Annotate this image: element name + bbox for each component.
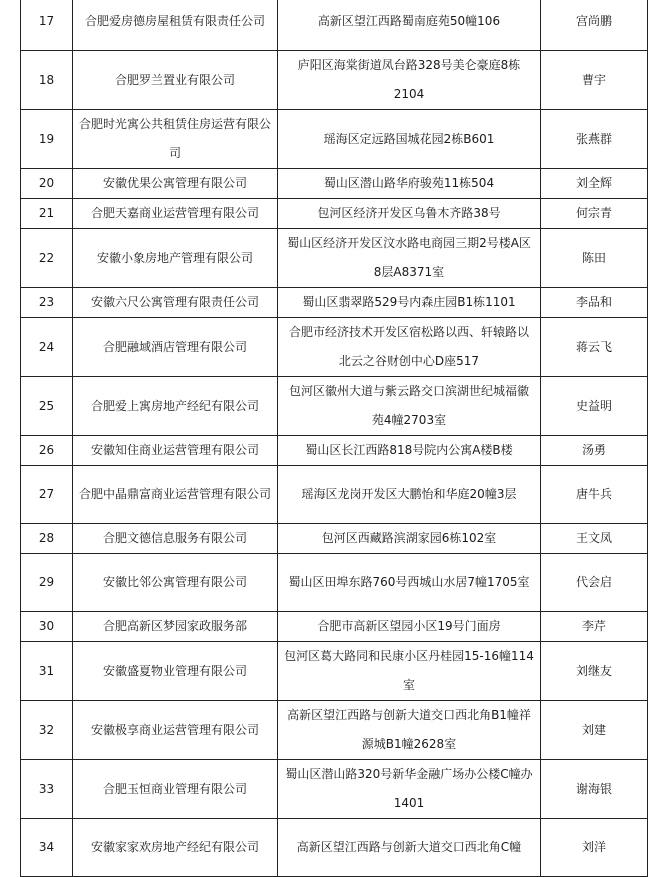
address-cell: 高新区望江西路蜀南庭苑50幢106 xyxy=(278,0,541,51)
table-row xyxy=(21,554,648,612)
company-name-cell: 合肥爱上寓房地产经纪有限公司 xyxy=(73,377,278,436)
register-sheet xyxy=(20,0,648,877)
company-register-table xyxy=(20,0,648,877)
contact-person-cell: 李芹 xyxy=(541,612,648,642)
contact-person-cell: 汤勇 xyxy=(541,436,648,466)
company-name-cell: 安徽比邻公寓管理有限公司 xyxy=(73,554,278,612)
row-number: 29 xyxy=(21,554,73,612)
row-number: 27 xyxy=(21,466,73,524)
row-number: 17 xyxy=(21,0,73,51)
row-number: 28 xyxy=(21,524,73,554)
address-cell: 瑶海区龙岗开发区大鹏怡和华庭20幢3层 xyxy=(278,466,541,524)
row-number: 23 xyxy=(21,288,73,318)
contact-person-cell: 谢海银 xyxy=(541,760,648,819)
row-number: 34 xyxy=(21,819,73,877)
row-number: 24 xyxy=(21,318,73,377)
company-name-cell: 安徽知住商业运营管理有限公司 xyxy=(73,436,278,466)
address-cell: 包河区葛大路同和民康小区丹桂园15-16幢114室 xyxy=(278,642,541,701)
table-row xyxy=(21,524,648,554)
contact-person-cell: 何宗青 xyxy=(541,199,648,229)
company-name-cell: 合肥爱房德房屋租赁有限责任公司 xyxy=(73,0,278,51)
row-number: 30 xyxy=(21,612,73,642)
company-name-cell: 合肥玉恒商业管理有限公司 xyxy=(73,760,278,819)
contact-person-cell: 史益明 xyxy=(541,377,648,436)
row-number: 31 xyxy=(21,642,73,701)
company-name-cell: 安徽极享商业运营管理有限公司 xyxy=(73,701,278,760)
company-name-cell: 安徽优果公寓管理有限公司 xyxy=(73,169,278,199)
address-cell: 包河区经济开发区乌鲁木齐路38号 xyxy=(278,199,541,229)
row-number: 21 xyxy=(21,199,73,229)
row-number: 32 xyxy=(21,701,73,760)
contact-person-cell: 刘建 xyxy=(541,701,648,760)
row-number: 18 xyxy=(21,51,73,110)
address-cell: 蜀山区潜山路华府骏苑11栋504 xyxy=(278,169,541,199)
contact-person-cell: 宫尚鹏 xyxy=(541,0,648,51)
company-name-cell: 合肥天嘉商业运营管理有限公司 xyxy=(73,199,278,229)
address-cell: 包河区徽州大道与紫云路交口滨湖世纪城福徽苑4幢2703室 xyxy=(278,377,541,436)
address-cell: 蜀山区翡翠路529号内森庄园B1栋1101 xyxy=(278,288,541,318)
contact-person-cell: 曹宇 xyxy=(541,51,648,110)
table-row xyxy=(21,466,648,524)
company-name-cell: 安徽盛夏物业管理有限公司 xyxy=(73,642,278,701)
address-cell: 高新区望江西路与创新大道交口西北角B1幢祥源城B1幢2628室 xyxy=(278,701,541,760)
address-cell: 高新区望江西路与创新大道交口西北角C幢 xyxy=(278,819,541,877)
address-cell: 合肥市经济技术开发区宿松路以西、轩辕路以北云之谷财创中心D座517 xyxy=(278,318,541,377)
company-name-cell: 合肥融域酒店管理有限公司 xyxy=(73,318,278,377)
company-name-cell: 合肥罗兰置业有限公司 xyxy=(73,51,278,110)
table-body xyxy=(21,0,648,877)
table-row xyxy=(21,229,648,288)
table-row xyxy=(21,701,648,760)
table-row xyxy=(21,318,648,377)
contact-person-cell: 代会启 xyxy=(541,554,648,612)
contact-person-cell: 唐牛兵 xyxy=(541,466,648,524)
company-name-cell: 合肥文德信息服务有限公司 xyxy=(73,524,278,554)
address-cell: 瑶海区定远路国城花园2栋B601 xyxy=(278,110,541,169)
company-name-cell: 合肥中晶鼎富商业运营管理有限公司 xyxy=(73,466,278,524)
contact-person-cell: 张燕群 xyxy=(541,110,648,169)
row-number: 19 xyxy=(21,110,73,169)
company-name-cell: 合肥高新区梦园家政服务部 xyxy=(73,612,278,642)
company-name-cell: 安徽六尺公寓管理有限责任公司 xyxy=(73,288,278,318)
contact-person-cell: 刘全辉 xyxy=(541,169,648,199)
contact-person-cell: 刘继友 xyxy=(541,642,648,701)
contact-person-cell: 陈田 xyxy=(541,229,648,288)
table-row xyxy=(21,169,648,199)
company-name-cell: 合肥时光寓公共租赁住房运营有限公司 xyxy=(73,110,278,169)
table-row xyxy=(21,642,648,701)
address-cell: 蜀山区潜山路320号新华金融广场办公楼C幢办1401 xyxy=(278,760,541,819)
table-row xyxy=(21,288,648,318)
row-number: 26 xyxy=(21,436,73,466)
row-number: 25 xyxy=(21,377,73,436)
row-number: 33 xyxy=(21,760,73,819)
contact-person-cell: 刘洋 xyxy=(541,819,648,877)
table-row xyxy=(21,612,648,642)
table-row xyxy=(21,51,648,110)
contact-person-cell: 蒋云飞 xyxy=(541,318,648,377)
table-row xyxy=(21,819,648,877)
company-name-cell: 安徽小象房地产管理有限公司 xyxy=(73,229,278,288)
table-row xyxy=(21,199,648,229)
contact-person-cell: 李品和 xyxy=(541,288,648,318)
row-number: 20 xyxy=(21,169,73,199)
address-cell: 蜀山区经济开发区汶水路电商园三期2号楼A区8层A8371室 xyxy=(278,229,541,288)
table-row xyxy=(21,377,648,436)
address-cell: 合肥市高新区望园小区19号门面房 xyxy=(278,612,541,642)
contact-person-cell: 王文凤 xyxy=(541,524,648,554)
table-row xyxy=(21,0,648,51)
address-cell: 庐阳区海棠街道凤台路328号美仑豪庭8栋2104 xyxy=(278,51,541,110)
address-cell: 蜀山区田埠东路760号西城山水居7幢1705室 xyxy=(278,554,541,612)
table-row xyxy=(21,110,648,169)
table-row xyxy=(21,436,648,466)
address-cell: 包河区西藏路滨湖家园6栋102室 xyxy=(278,524,541,554)
address-cell: 蜀山区长江西路818号院内公寓A楼B楼 xyxy=(278,436,541,466)
company-name-cell: 安徽家家欢房地产经纪有限公司 xyxy=(73,819,278,877)
row-number: 22 xyxy=(21,229,73,288)
